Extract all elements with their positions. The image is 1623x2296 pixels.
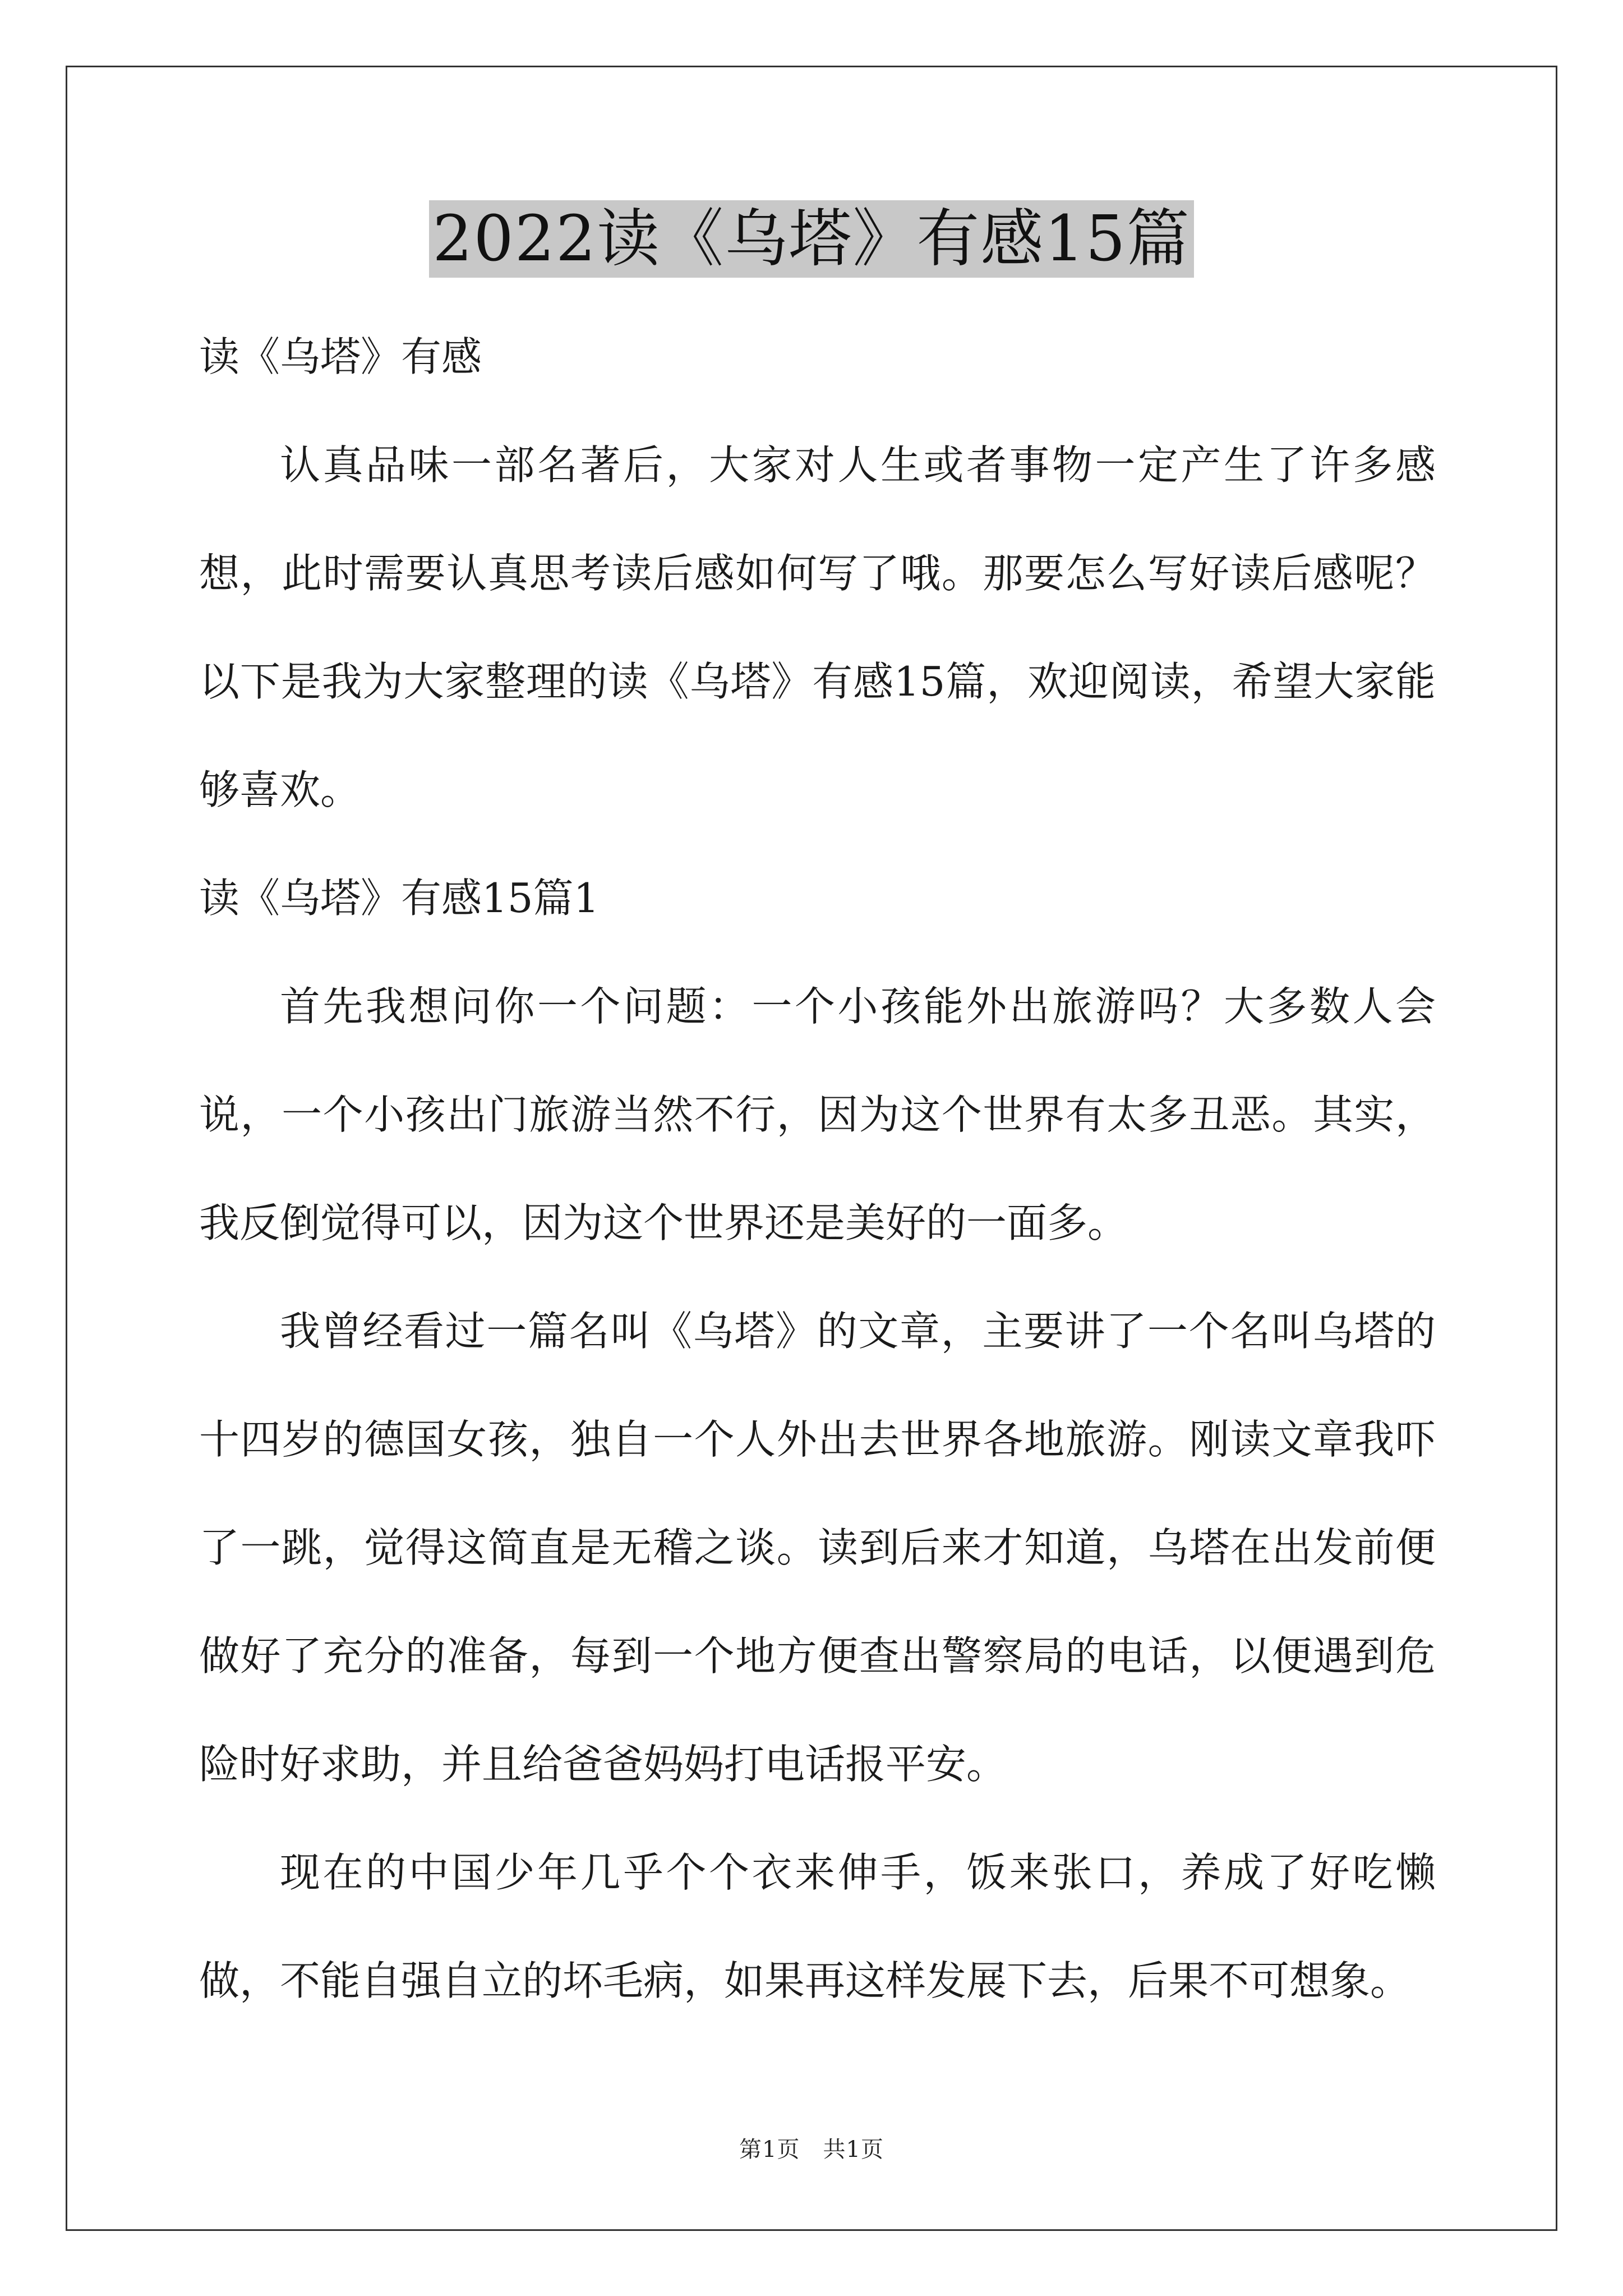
title-container <box>0 200 1623 278</box>
section-heading: 读《乌塔》有感15篇1 <box>199 875 600 922</box>
body-paragraph: 首先我想问你一个问题：一个小孩能外出旅游吗？大多数人会说，一个小孩出门旅游当然不行，因为这个世界有太多丑恶。其实，我反倒觉得可以，因为这个世界还是美好的一面多。 <box>199 983 1436 1246</box>
document-title: 2022读《乌塔》有感15篇 <box>429 200 1194 278</box>
subtitle: 读《乌塔》有感 <box>199 333 482 380</box>
body-paragraph: 现在的中国少年几乎个个衣来伸手，饭来张口，养成了好吃懒做，不能自强自立的坏毛病，如果再这样发展下去，后果不可想象。 <box>199 1849 1436 2004</box>
document-body <box>199 303 1436 2035</box>
intro-paragraph: 认真品味一部名著后，大家对人生或者事物一定产生了许多感想，此时需要认真思考读后感如何写了哦。那要怎么写好读后感呢？以下是我为大家整理的读《乌塔》有感15篇，欢迎阅读，希望大家能够喜欢。 <box>199 441 1436 813</box>
page-footer: 第1页 共1页 <box>739 2137 884 2162</box>
body-paragraph: 我曾经看过一篇名叫《乌塔》的文章，主要讲了一个名叫乌塔的十四岁的德国女孩，独自一个人外出去世界各地旅游。刚读文章我吓了一跳，觉得这简直是无稽之谈。读到后来才知道，乌塔在出发前便做好了充分的准备，每到一个地方便查出警察局的电话，以便遇到危险时好求助，并且给爸爸妈妈打电话报平安。 <box>199 1308 1436 1788</box>
